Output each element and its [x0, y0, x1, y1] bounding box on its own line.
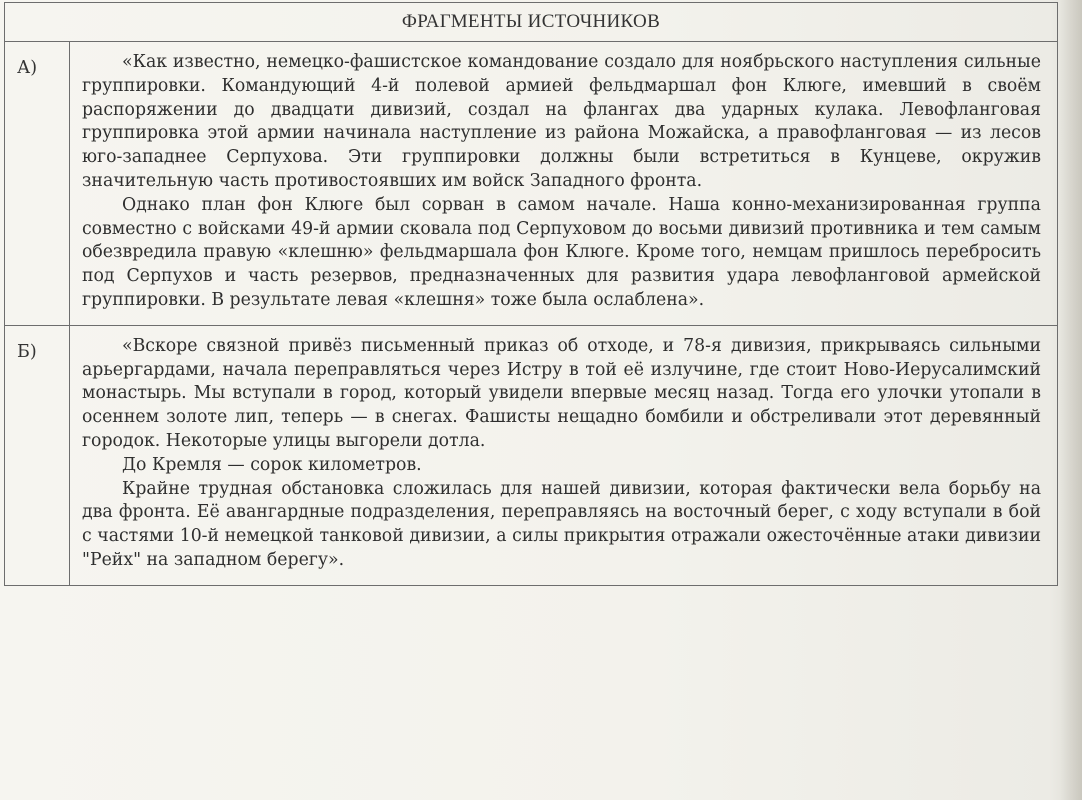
fragment-a-paragraph-2: Однако план фон Клюге был сорван в самом начале. Наша конно-механизированная группа совместно с войсками 49-й армии сковала под Серпуховом до восьми дивизий противника и тем самым обезвредила правую «клешню» фельдмаршала фон Клюге. Кроме того, немцам пришлось перебросить под Серпухов и часть резервов, предназначенных для развития удара левофланговой армейской группировки. В результате левая «клешня» тоже была ослаблена».: [82, 194, 1041, 310]
fragment-row-a: [5, 42, 1058, 326]
page-edge-shadow: [1060, 0, 1082, 800]
fragment-text-b: [70, 325, 1058, 585]
table-header-row: [5, 3, 1058, 42]
fragment-b-paragraph-3: Крайне трудная обстановка сложилась для нашей дивизии, которая фактически вела борьбу на два фронта. Её авангардные подразделения, переправляясь на восточный берег, с ходу вступали в бой с частями 10-й немецкой танковой дивизии, а силы прикрытия отражали ожесточённые атаки дивизии "Рейх" на западном берегу».: [82, 478, 1041, 570]
fragment-a-paragraph-1: «Как известно, немецко-фашистское командование создало для ноябрьского наступления сильные группировки. Командующий 4-й полевой армией фельдмаршал фон Клюге, имевший в своём распоряжении до двадцати дивизий, создал на флангах два ударных кулака. Левофланговая группировка этой армии начинала наступление из района Можайска, а правофланговая — из лесов юго-западнее Серпухова. Эти группировки должны были встретиться в Кунцеве, окружив значительную часть противостоявших им войск Западного фронта.: [82, 52, 1041, 191]
source-fragments-table: [4, 2, 1058, 586]
fragment-row-b: [5, 325, 1058, 585]
fragment-b-paragraph-1: «Вскоре связной привёз письменный приказ об отходе, и 78-я дивизия, прикрываясь сильными арьергардами, начала переправляться через Истру в той её излучине, где стоит Ново-Иерусалимский монастырь. Мы вступали в город, который увидели впервые месяц назад. Тогда его улочки утопали в осеннем золоте лип, теперь — в снегах. Фашисты нещадно бомбили и обстреливали этот деревянный городок. Некоторые улицы выгорели дотла.: [82, 335, 1041, 451]
fragment-text-a: [70, 42, 1058, 326]
fragment-label-b: Б): [5, 325, 70, 585]
table-title: ФРАГМЕНТЫ ИСТОЧНИКОВ: [5, 3, 1058, 42]
fragment-b-paragraph-2: До Кремля — сорок километров.: [122, 454, 422, 475]
fragment-label-a: А): [5, 42, 70, 326]
